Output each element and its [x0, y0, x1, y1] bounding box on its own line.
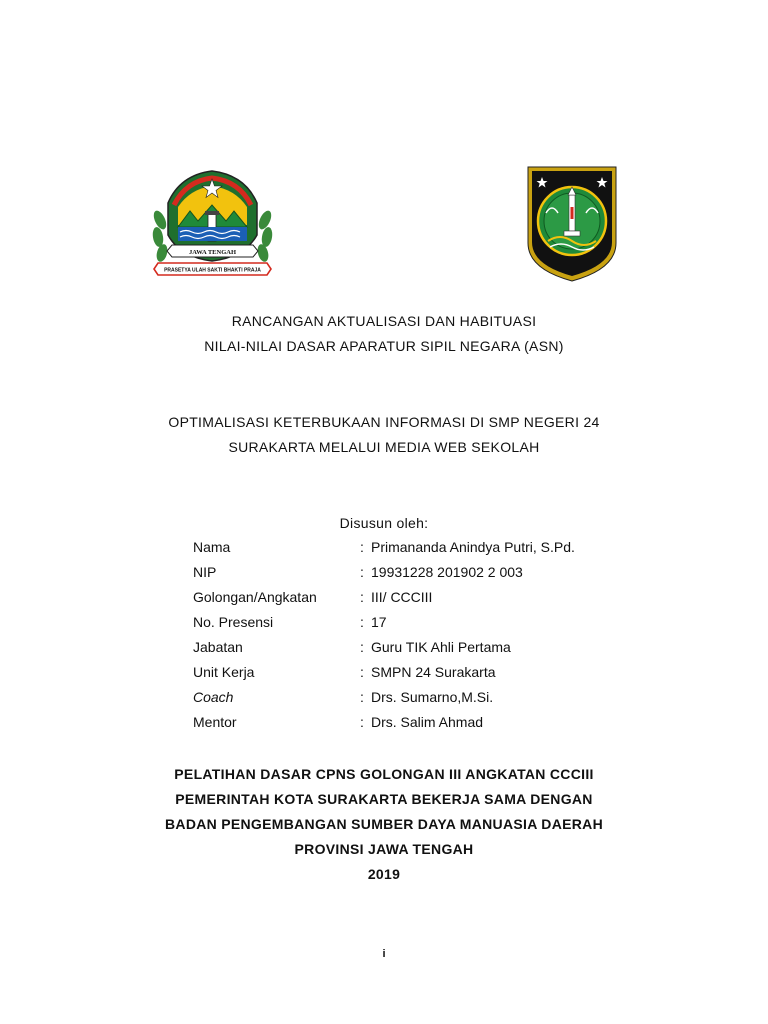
field-value: Guru TIK Ahli Pertama — [371, 639, 511, 655]
jawa-tengah-emblem — [150, 165, 275, 280]
field-separator: : — [360, 589, 364, 605]
field-label: Coach — [193, 689, 234, 705]
field-label: NIP — [193, 564, 217, 580]
footer-line-1: PELATIHAN DASAR CPNS GOLONGAN III ANGKATAN CCCIII — [174, 766, 594, 782]
field-separator: : — [360, 564, 364, 580]
field-separator: : — [360, 664, 364, 680]
field-value: Drs. Sumarno,M.Si. — [371, 689, 494, 705]
field-value: III/ CCCIII — [371, 589, 433, 605]
field-label: Mentor — [193, 714, 237, 730]
field-label: No. Presensi — [193, 614, 274, 630]
footer-year: 2019 — [367, 866, 401, 882]
title-line-2: NILAI-NILAI DASAR APARATUR SIPIL NEGARA (ASN) — [204, 338, 564, 354]
emblem-banner-text: JAWA TENGAH — [188, 249, 237, 256]
field-value: SMPN 24 Surakarta — [371, 664, 496, 680]
field-value: Primananda Anindya Putri, S.Pd. — [371, 539, 575, 555]
field-label: Jabatan — [193, 639, 243, 655]
author-field-coach — [0, 689, 768, 709]
subject-line-2: SURAKARTA MELALUI MEDIA WEB SEKOLAH — [228, 439, 540, 455]
field-label: Unit Kerja — [193, 664, 255, 680]
field-value: 17 — [371, 614, 387, 630]
field-separator: : — [360, 714, 364, 730]
field-value: 19931228 201902 2 003 — [371, 564, 523, 580]
surakarta-emblem — [526, 165, 618, 283]
field-separator: : — [360, 639, 364, 655]
author-field-nip — [0, 564, 768, 584]
footer-line-2: PEMERINTAH KOTA SURAKARTA BEKERJA SAMA DENGAN — [175, 791, 593, 807]
field-separator: : — [360, 614, 364, 630]
author-heading: Disusun oleh: — [339, 515, 429, 531]
author-field-presensi — [0, 614, 768, 634]
footer-line-3: BADAN PENGEMBANGAN SUMBER DAYA MANUASIA DAERAH — [165, 816, 603, 832]
field-separator: : — [360, 539, 364, 555]
page-number: i — [382, 948, 386, 960]
author-field-unit-kerja — [0, 664, 768, 684]
emblem-motto-text: PRASETYA ULAH SAKTI BHAKTI PRAJA — [164, 267, 261, 274]
subject-line-1: OPTIMALISASI KETERBUKAAN INFORMASI DI SMP NEGERI 24 — [168, 414, 600, 430]
footer-line-4: PROVINSI JAWA TENGAH — [294, 841, 474, 857]
title-line-1: RANCANGAN AKTUALISASI DAN HABITUASI — [231, 313, 537, 329]
field-separator: : — [360, 689, 364, 705]
field-label: Golongan/Angkatan — [193, 589, 317, 605]
field-value: Drs. Salim Ahmad — [371, 714, 484, 730]
author-field-nama — [0, 539, 768, 559]
field-label: Nama — [193, 539, 231, 555]
author-field-golongan — [0, 589, 768, 609]
author-field-jabatan — [0, 639, 768, 659]
author-field-mentor — [0, 714, 768, 734]
